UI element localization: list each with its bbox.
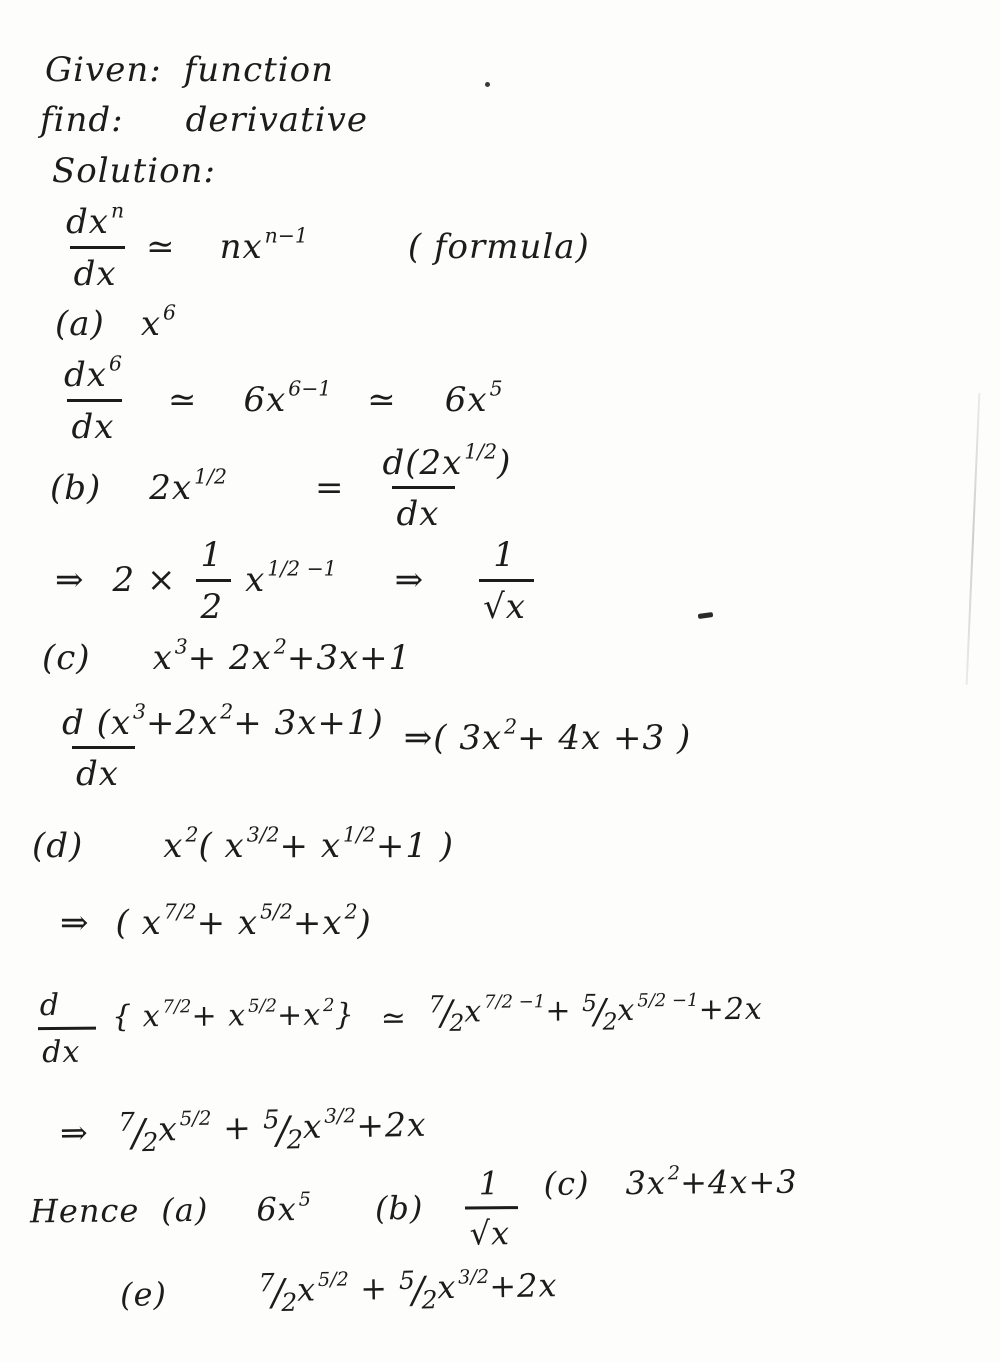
num-base: dx bbox=[66, 202, 109, 242]
d-expr-b2: ( x bbox=[198, 826, 245, 866]
b-fraction-numerator bbox=[380, 439, 515, 486]
c-expr-b1: x bbox=[152, 638, 173, 678]
e-p1-exponent: 5/2 bbox=[317, 1267, 350, 1291]
part-b-expression bbox=[149, 464, 227, 508]
d-br-s1: 7/2 bbox=[162, 996, 192, 1018]
part-d-simplified-line bbox=[59, 1104, 427, 1159]
d-coef-1 bbox=[428, 990, 465, 1037]
d-expr-s1: 2 bbox=[185, 822, 199, 847]
d-s-tail: +2x bbox=[355, 1104, 427, 1146]
d-br-b4: } bbox=[334, 997, 355, 1033]
d-br-b3: +x bbox=[276, 997, 322, 1034]
b-coefficient: 2 × bbox=[112, 560, 177, 601]
hence-label: Hence bbox=[29, 1191, 140, 1231]
b-arrow-2: ⇒ bbox=[394, 560, 425, 601]
c-expr-s2: 2 bbox=[273, 634, 287, 659]
a-term-1 bbox=[243, 376, 332, 421]
b-num-open: d(2x bbox=[382, 443, 463, 483]
c-num-s2: 2 bbox=[220, 699, 234, 724]
b-half-fraction bbox=[196, 535, 231, 627]
summary-a-exponent: 5 bbox=[298, 1187, 311, 1212]
b-half-numerator: 1 bbox=[200, 535, 224, 575]
d-coef-2 bbox=[581, 988, 618, 1036]
d-derivative-fraction bbox=[38, 987, 97, 1071]
d-expr-b4: +1 ) bbox=[375, 826, 455, 866]
b-num-exponent: 1/2 bbox=[464, 439, 498, 464]
c-num-s1: 3 bbox=[133, 699, 146, 724]
d-equals-sign: ≃ bbox=[380, 1000, 408, 1037]
part-a-work-line bbox=[60, 351, 503, 447]
a-equals-2: ≃ bbox=[367, 380, 397, 421]
d-expr-s3: 1/2 bbox=[343, 822, 376, 847]
c-expr-b2: + 2x bbox=[187, 638, 272, 678]
part-d-expression bbox=[163, 822, 455, 866]
c-result-s1: 2 bbox=[504, 714, 518, 739]
part-c-label: (c) bbox=[42, 638, 91, 678]
solution-label: Solution: bbox=[52, 151, 216, 191]
d-br-b2: + x bbox=[191, 998, 247, 1034]
e-plus: + bbox=[359, 1269, 389, 1308]
d-s-p1-exponent: 5/2 bbox=[179, 1106, 212, 1131]
d-expanded-expression bbox=[115, 899, 372, 943]
c-fraction-denominator: dx bbox=[72, 746, 135, 791]
summary-b-fraction bbox=[465, 1164, 518, 1253]
d-coef1-den: 2 bbox=[449, 1008, 465, 1037]
d-exp-b2: + x bbox=[196, 903, 259, 943]
d-s-coef2-den: 2 bbox=[286, 1125, 304, 1156]
summary-c-b1: 3x bbox=[625, 1163, 667, 1203]
find-line bbox=[40, 102, 368, 139]
d-s-coef2-num: 5 bbox=[262, 1105, 280, 1136]
b-expr-exponent: 1/2 bbox=[194, 464, 227, 489]
b-arrow-1: ⇒ bbox=[55, 560, 85, 601]
d-expr-b3: + x bbox=[279, 826, 342, 866]
e-coef-1 bbox=[258, 1268, 298, 1317]
e-coef1-num: 7 bbox=[258, 1268, 275, 1298]
d-p1-exponent: 7/2 −1 bbox=[483, 991, 546, 1013]
d-s-coef-1 bbox=[118, 1107, 159, 1159]
d-s-coef1-den: 2 bbox=[141, 1127, 159, 1159]
b-num-close: ) bbox=[497, 443, 512, 483]
e-p2-exponent: 3/2 bbox=[457, 1264, 490, 1289]
b-derivative-fraction bbox=[380, 439, 515, 534]
d-p2-base: x bbox=[617, 992, 636, 1029]
part-c-work-line bbox=[60, 699, 692, 794]
ink-dash bbox=[698, 612, 714, 619]
summary-a-label: (a) bbox=[161, 1191, 209, 1230]
d-s-plus: + bbox=[222, 1107, 253, 1148]
b-result-numerator: 1 bbox=[493, 535, 516, 575]
rhs-exponent: n−1 bbox=[264, 223, 308, 248]
d-simplified-expression bbox=[118, 1104, 427, 1159]
part-c-expression bbox=[152, 634, 412, 678]
c-expr-s1: 3 bbox=[174, 634, 188, 659]
a-fraction-denominator: dx bbox=[67, 399, 122, 444]
part-b-line bbox=[50, 439, 515, 534]
d-s-coef1-slash: / bbox=[131, 1110, 146, 1155]
hence-summary-line bbox=[29, 1161, 798, 1254]
power-rule-rhs bbox=[219, 223, 308, 268]
b-half-denominator: 2 bbox=[196, 579, 231, 624]
d-exp-b4: ) bbox=[357, 903, 372, 943]
e-tail: +2x bbox=[488, 1266, 558, 1306]
e-coef1-den: 2 bbox=[281, 1287, 298, 1317]
final-answer-line bbox=[119, 1264, 558, 1317]
c-num-b2: +2x bbox=[146, 703, 219, 743]
c-result bbox=[403, 714, 692, 758]
d-exp-b3: +x bbox=[292, 903, 343, 943]
d-fraction-numerator: d bbox=[39, 987, 61, 1024]
summary-b-denominator: √x bbox=[465, 1206, 518, 1249]
part-d-derivative-line bbox=[38, 985, 764, 1071]
part-b-work-line bbox=[55, 535, 534, 627]
part-d-line bbox=[32, 822, 455, 866]
d-br-b1: { x bbox=[111, 999, 161, 1035]
b-result-denominator: √x bbox=[479, 579, 534, 624]
a-expr-base: x bbox=[140, 304, 161, 344]
part-a-expression bbox=[140, 300, 176, 344]
d-exp-b1: ( x bbox=[115, 903, 162, 943]
b-result-fraction bbox=[479, 535, 534, 627]
rhs-base: nx bbox=[219, 227, 263, 268]
find-label: find: bbox=[40, 100, 124, 140]
a-num-base: dx bbox=[64, 355, 107, 395]
a-term1-exponent: 6−1 bbox=[288, 376, 332, 401]
d-tail: +2x bbox=[698, 991, 763, 1028]
c-derivative-fraction bbox=[60, 699, 388, 794]
paper-crease bbox=[966, 393, 981, 685]
power-rule-line bbox=[62, 198, 590, 294]
c-num-b1: d (x bbox=[62, 703, 132, 743]
summary-a-base: 6x bbox=[256, 1190, 297, 1229]
d-br-s2: 5/2 bbox=[247, 995, 278, 1017]
a-equals-1: ≃ bbox=[167, 380, 198, 421]
part-a-line bbox=[55, 300, 176, 344]
d-braced-expression bbox=[111, 995, 355, 1035]
e-coef-2 bbox=[398, 1265, 438, 1315]
b-power-term bbox=[245, 556, 337, 601]
d-s-p2-exponent: 3/2 bbox=[324, 1104, 357, 1128]
d-br-s3: 2 bbox=[322, 995, 335, 1017]
summary-b-label: (b) bbox=[374, 1189, 424, 1228]
formula-note: ( formula) bbox=[407, 227, 590, 268]
c-result-b1: ⇒( 3x bbox=[403, 718, 503, 758]
e-coef2-num: 5 bbox=[398, 1265, 416, 1295]
ink-dot bbox=[485, 82, 490, 87]
part-d-expand-line bbox=[60, 899, 372, 943]
fraction-denominator: dx bbox=[70, 246, 125, 291]
d-exp-s3: 2 bbox=[344, 899, 358, 924]
d-expr-b1: x bbox=[163, 826, 184, 866]
d-s-p2-base: x bbox=[302, 1106, 323, 1146]
d-s-coef2-slash: / bbox=[276, 1108, 290, 1153]
a-term2-exponent: 5 bbox=[489, 376, 503, 401]
e-p2-base: x bbox=[436, 1267, 457, 1307]
fraction-numerator bbox=[62, 198, 132, 246]
a-num-exponent: 6 bbox=[108, 351, 122, 376]
summary-e-value bbox=[258, 1264, 558, 1317]
given-line bbox=[45, 52, 334, 89]
part-b-label: (b) bbox=[50, 467, 102, 508]
a-fraction-numerator bbox=[60, 351, 130, 399]
find-value: derivative bbox=[185, 100, 368, 140]
d-coef2-slash: / bbox=[593, 992, 606, 1033]
c-result-b2: + 4x +3 ) bbox=[517, 718, 692, 758]
e-p1-base: x bbox=[296, 1270, 317, 1309]
c-fraction-numerator bbox=[60, 699, 388, 746]
derivative-fraction bbox=[62, 198, 132, 294]
a-term1-base: 6x bbox=[243, 380, 287, 421]
d-plus-1: + bbox=[545, 993, 572, 1029]
c-expr-b3: +3x+1 bbox=[286, 638, 412, 678]
b-power-exponent: 1/2 −1 bbox=[267, 556, 337, 581]
d-simplify-arrow: ⇒ bbox=[59, 1112, 90, 1153]
a-term2-base: 6x bbox=[444, 380, 488, 421]
a-derivative-fraction bbox=[60, 351, 130, 447]
d-p2-exponent: 5/2 −1 bbox=[637, 989, 699, 1012]
d-coef2-num: 5 bbox=[581, 988, 598, 1018]
d-p1-base: x bbox=[464, 994, 483, 1030]
summary-c-label: (c) bbox=[543, 1164, 590, 1203]
d-expand-arrow: ⇒ bbox=[60, 903, 90, 943]
part-a-label: (a) bbox=[55, 304, 105, 344]
d-exp-s1: 7/2 bbox=[163, 899, 197, 924]
summary-c-b2: +4x+3 bbox=[680, 1162, 798, 1202]
equals-sign: ≃ bbox=[146, 227, 176, 268]
given-label: Given: bbox=[45, 50, 162, 90]
e-coef1-slash: / bbox=[271, 1271, 285, 1315]
c-num-b3: + 3x+1) bbox=[233, 703, 384, 743]
e-coef2-slash: / bbox=[411, 1268, 425, 1312]
b-fraction-denominator: dx bbox=[392, 486, 455, 531]
summary-e-label: (e) bbox=[119, 1274, 168, 1314]
d-exp-s2: 5/2 bbox=[260, 899, 293, 924]
d-s-coef1-num: 7 bbox=[118, 1107, 136, 1138]
b-expr-base: 2x bbox=[149, 467, 193, 508]
e-coef2-den: 2 bbox=[421, 1285, 438, 1315]
d-s-coef-2 bbox=[262, 1105, 304, 1156]
summary-a-value bbox=[256, 1187, 311, 1229]
part-d-label: (d) bbox=[32, 826, 84, 866]
b-power-base: x bbox=[245, 560, 266, 601]
d-coef1-slash: / bbox=[440, 994, 453, 1035]
given-value: function bbox=[183, 50, 335, 90]
part-c-line bbox=[42, 634, 412, 678]
a-expr-exponent: 6 bbox=[163, 300, 176, 325]
a-term-2 bbox=[444, 376, 503, 421]
d-s-p1-base: x bbox=[157, 1109, 179, 1149]
summary-c-s1: 2 bbox=[667, 1161, 681, 1185]
solution-line bbox=[52, 153, 216, 190]
d-expr-s2: 3/2 bbox=[246, 822, 280, 847]
d-coef2-den: 2 bbox=[602, 1007, 618, 1036]
d-fraction-denominator: dx bbox=[38, 1027, 96, 1069]
d-derivative-rhs bbox=[428, 988, 763, 1037]
num-exponent: n bbox=[110, 198, 125, 223]
b-equals-sign: = bbox=[314, 467, 345, 508]
summary-c-value bbox=[625, 1161, 798, 1203]
d-coef1-num: 7 bbox=[428, 990, 444, 1019]
summary-b-numerator: 1 bbox=[478, 1164, 501, 1203]
